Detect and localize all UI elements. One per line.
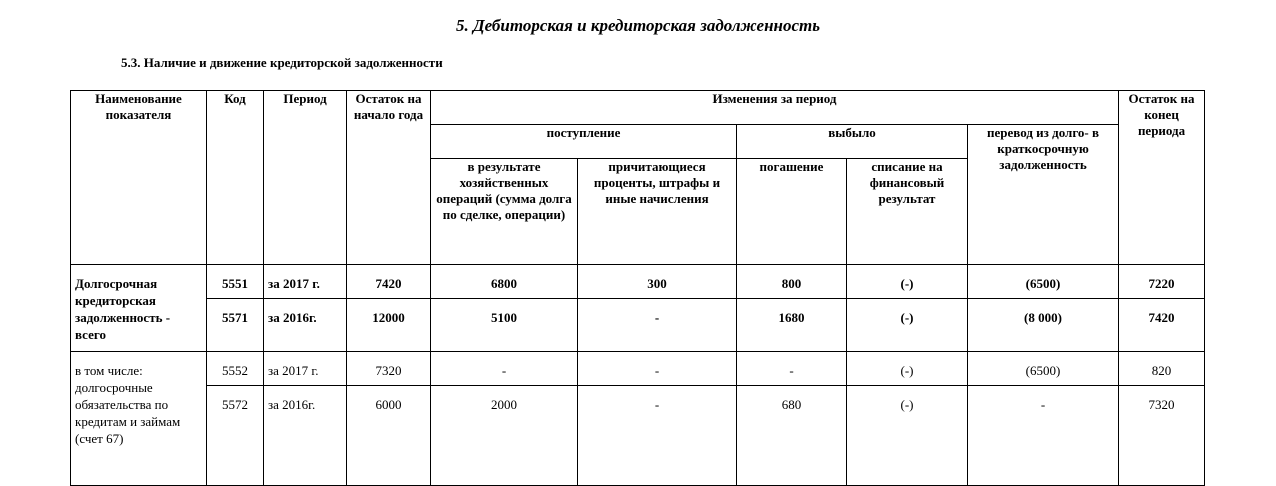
- cell-repayment: 1680: [737, 299, 847, 352]
- cell-start: 6000: [347, 386, 431, 486]
- cell-period: за 2017 г.: [264, 352, 347, 386]
- header-outflow: выбыло: [737, 125, 968, 159]
- header-start-balance: Остаток на начало года: [347, 91, 431, 265]
- cell-repayment: -: [737, 352, 847, 386]
- cell-period: за 2016г.: [264, 299, 347, 352]
- cell-writeoff: (-): [847, 299, 968, 352]
- cell-code: 5552: [207, 352, 264, 386]
- header-transfer: перевод из долго- в краткосрочную задолженность: [968, 125, 1119, 265]
- cell-start: 7420: [347, 265, 431, 299]
- cell-end: 7320: [1119, 386, 1205, 486]
- cell-end: 820: [1119, 352, 1205, 386]
- table-row: [71, 265, 1205, 299]
- cell-repayment: 680: [737, 386, 847, 486]
- cell-interest: -: [578, 386, 737, 486]
- header-changes: Изменения за период: [431, 91, 1119, 125]
- cell-interest: -: [578, 299, 737, 352]
- cell-writeoff: (-): [847, 386, 968, 486]
- group1-name: Долгосрочная кредиторская задолженность - всего: [71, 265, 207, 352]
- cell-interest: -: [578, 352, 737, 386]
- cell-business: -: [431, 352, 578, 386]
- cell-period: за 2016г.: [264, 386, 347, 486]
- cell-business: 5100: [431, 299, 578, 352]
- cell-code: 5551: [207, 265, 264, 299]
- cell-business: 6800: [431, 265, 578, 299]
- cell-transfer: (8 000): [968, 299, 1119, 352]
- cell-transfer: (6500): [968, 265, 1119, 299]
- cell-repayment: 800: [737, 265, 847, 299]
- group2-name: в том числе: долгосрочные обязательства по кредитам и займам (счет 67): [71, 352, 207, 486]
- header-inflow-business: в результате хозяйственных операций (сумма долга по сделке, операции): [431, 159, 578, 265]
- table-row: [71, 352, 1205, 386]
- header-writeoff: списание на финансовый результат: [847, 159, 968, 265]
- cell-business: 2000: [431, 386, 578, 486]
- header-period: Период: [264, 91, 347, 265]
- table-row: [71, 386, 1205, 486]
- payables-table: [70, 90, 1205, 486]
- header-repayment: погашение: [737, 159, 847, 265]
- cell-start: 12000: [347, 299, 431, 352]
- header-end-balance: Остаток на конец периода: [1119, 91, 1205, 265]
- section-title: 5. Дебиторская и кредиторская задолженность: [456, 16, 820, 35]
- cell-transfer: (6500): [968, 352, 1119, 386]
- cell-start: 7320: [347, 352, 431, 386]
- cell-writeoff: (-): [847, 265, 968, 299]
- cell-period: за 2017 г.: [264, 265, 347, 299]
- subsection-title: 5.3. Наличие и движение кредиторской задолженности: [121, 55, 443, 70]
- cell-end: 7220: [1119, 265, 1205, 299]
- cell-code: 5571: [207, 299, 264, 352]
- header-inflow: поступление: [431, 125, 737, 159]
- table-row: [71, 299, 1205, 352]
- header-name: Наименование показателя: [71, 91, 207, 265]
- cell-end: 7420: [1119, 299, 1205, 352]
- cell-code: 5572: [207, 386, 264, 486]
- cell-transfer: -: [968, 386, 1119, 486]
- header-code: Код: [207, 91, 264, 265]
- cell-interest: 300: [578, 265, 737, 299]
- header-inflow-interest: причитающиеся проценты, штрафы и иные начисления: [578, 159, 737, 265]
- cell-writeoff: (-): [847, 352, 968, 386]
